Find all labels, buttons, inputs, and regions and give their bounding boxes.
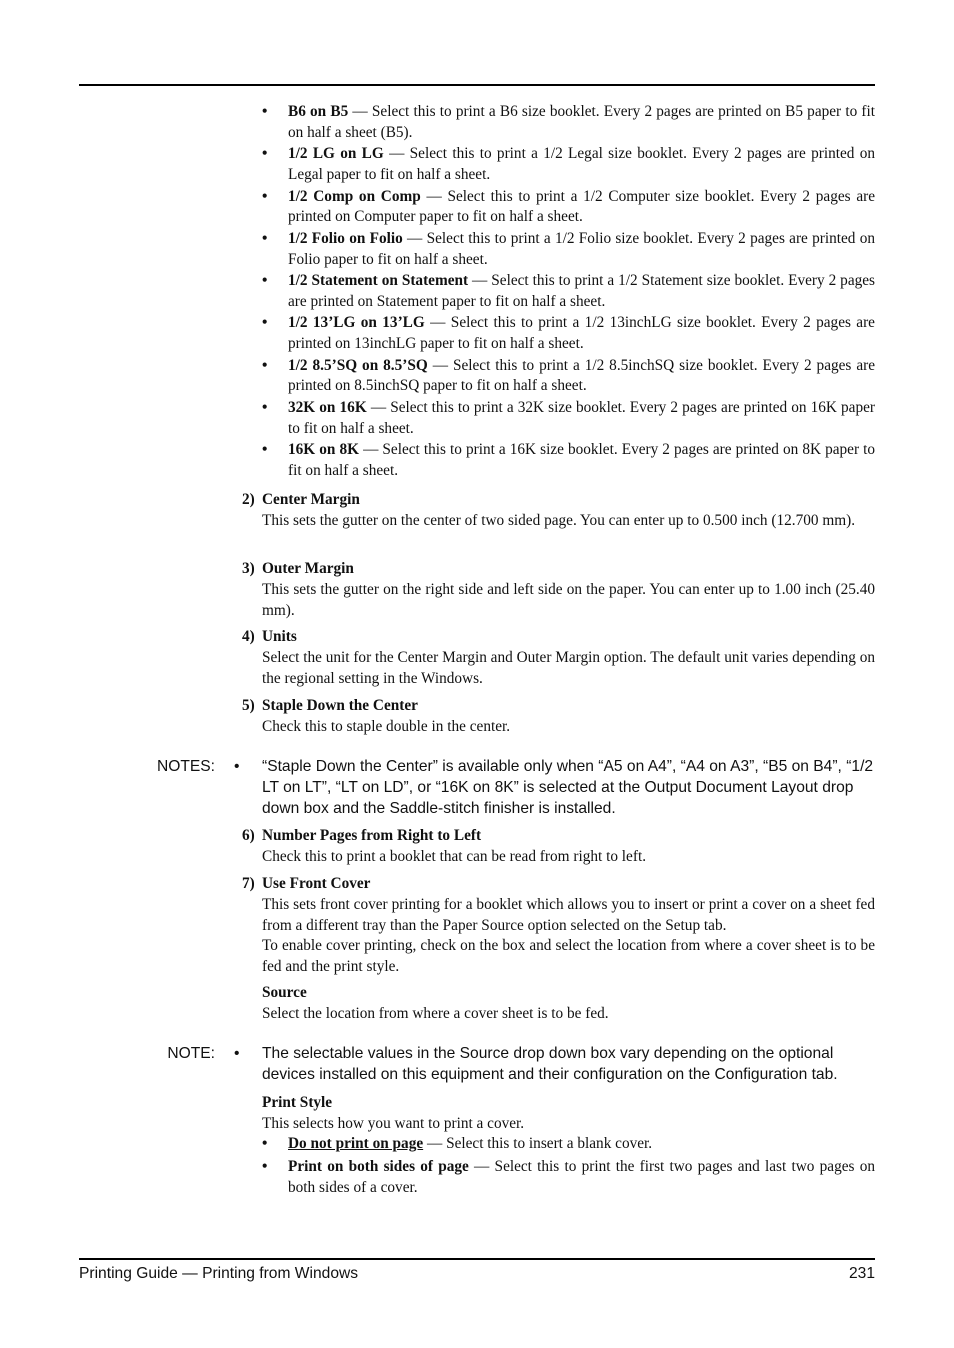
section-title: Units bbox=[262, 628, 297, 645]
section-outer-margin: 3) Outer Margin This sets the gutter on the right side and left side on the paper. You can enter up to 1.00 inch (25.40 mm). bbox=[242, 559, 875, 621]
subsection-body: This selects how you want to print a cover. bbox=[262, 1114, 525, 1132]
bullet: • bbox=[262, 398, 268, 416]
bullet: • bbox=[262, 356, 268, 374]
bullet: • bbox=[262, 1135, 268, 1152]
footer-rule bbox=[79, 1258, 875, 1260]
list-item: • 1/2 Comp on Comp — Select this to print a 1/2 Computer size booklet. Every 2 pages are printed on Computer paper to fit on half a sheet. bbox=[262, 187, 875, 226]
bullet: • bbox=[262, 272, 268, 290]
note-source bbox=[120, 1044, 875, 1086]
bullet: • bbox=[262, 314, 268, 332]
bullet: • bbox=[262, 441, 268, 459]
list-item: • Print on both sides of page — Select this to print the first two pages and last two pages on both sides of a cover. bbox=[262, 1157, 876, 1196]
section-body: Check this to print a booklet that can be read from right to left. bbox=[262, 847, 647, 865]
section-title: Outer Margin bbox=[262, 560, 354, 577]
print-style-list bbox=[262, 1134, 875, 1199]
subsection-title: Print Style bbox=[262, 1094, 333, 1111]
subsection-title: Source bbox=[262, 984, 307, 1001]
booklet-size-list bbox=[262, 102, 875, 483]
list-item: • 1/2 Folio on Folio — Select this to print a 1/2 Folio size booklet. Every 2 pages are printed on Folio paper to fit on half a sheet. bbox=[262, 229, 875, 268]
section-body: To enable cover printing, check on the box and select the location from where a cover sheet is to be fed and the print style. bbox=[262, 937, 875, 976]
section-body: Check this to staple double in the center. bbox=[262, 717, 511, 735]
subsection-source bbox=[262, 983, 875, 1025]
header-rule bbox=[79, 84, 875, 86]
section-body: This sets front cover printing for a booklet which allows you to insert or print a cover on a sheet fed from a different tray than the Paper Source option selected on the Setup tab. bbox=[262, 895, 875, 934]
note-staple bbox=[120, 757, 875, 819]
bullet: • bbox=[234, 1045, 240, 1062]
list-item: • 1/2 13’LG on 13’LG — Select this to print a 1/2 13inchLG size booklet. Every 2 pages are printed on 13inchLG paper to fit on half a sheet. bbox=[262, 314, 875, 353]
section-title: Use Front Cover bbox=[262, 875, 371, 892]
page-number: 231 bbox=[848, 1265, 875, 1282]
section-title: Center Margin bbox=[262, 491, 360, 508]
note-label: NOTE: bbox=[167, 1045, 215, 1062]
bullet: • bbox=[234, 758, 240, 775]
section-body: This sets the gutter on the center of two sided page. You can enter up to 0.500 inch (12.700 mm). bbox=[262, 511, 856, 529]
bullet: • bbox=[262, 229, 268, 247]
list-item: • 16K on 8K — Select this to print a 16K size booklet. Every 2 pages are printed on 8K paper to fit on half a sheet. bbox=[262, 441, 876, 480]
note-label: NOTES: bbox=[156, 758, 215, 775]
bullet: • bbox=[262, 187, 268, 205]
list-item: • 1/2 LG on LG — Select this to print a 1/2 Legal size booklet. Every 2 pages are printed on Legal paper to fit on half a sheet. bbox=[262, 145, 875, 184]
section-number-pages: 6) Number Pages from Right to Left Check this to print a booklet that can be read from right to left. bbox=[242, 826, 875, 868]
bullet: • bbox=[262, 103, 268, 120]
section-center-margin: 2) Center Margin This sets the gutter on the center of two sided page. You can enter up to 0.500 inch (12.700 mm). bbox=[242, 490, 875, 532]
section-front-cover: 7) Use Front Cover This sets front cover printing for a booklet which allows you to insert or print a cover on a sheet fed from a different tray than the Paper Source option selected on the Setup tab. To enable cover printing, check on the box and select the location from where a cover sheet is to be fed and the print style. bbox=[242, 874, 875, 978]
section-staple-down: 5) Staple Down the Center Check this to staple double in the center. bbox=[242, 696, 875, 738]
note-text: “Staple Down the Center” is available only when “A5 on A4”, “A4 on A3”, “B5 on B4”, “1/2 LT on LT”, “LT on LD”, or “16K on 8K” is selected at the Output Document Layout drop down box and the Saddle-stitch finisher is installed. bbox=[262, 758, 874, 817]
list-item: • Do not print on page — Select this to insert a blank cover. bbox=[262, 1134, 875, 1155]
section-body: This sets the gutter on the right side and left side on the paper. You can enter up to 1.00 inch (25.40 mm). bbox=[262, 580, 875, 619]
list-item: • B6 on B5 — Select this to print a B6 size booklet. Every 2 pages are printed on B5 paper to fit on half a sheet (B5). bbox=[262, 103, 876, 141]
note-text: The selectable values in the Source drop down box vary depending on the optional devices installed on this equipment and their configuration on the Configuration tab. bbox=[262, 1045, 838, 1083]
list-item: • 32K on 16K — Select this to print a 32K size booklet. Every 2 pages are printed on 16K paper to fit on half a sheet. bbox=[262, 398, 876, 437]
subsection-body: Select the location from where a cover sheet is to be fed. bbox=[262, 1004, 609, 1022]
bullet: • bbox=[262, 1157, 268, 1175]
bullet: • bbox=[262, 145, 268, 163]
footer-title: Printing Guide — Printing from Windows bbox=[79, 1265, 359, 1282]
section-title: Staple Down the Center bbox=[262, 697, 418, 714]
list-item: • 1/2 Statement on Statement — Select this to print a 1/2 Statement size booklet. Every 2 pages are printed on Statement paper to fit on half a sheet. bbox=[262, 272, 875, 310]
subsection-print-style bbox=[262, 1093, 875, 1135]
section-body: Select the unit for the Center Margin and Outer Margin option. The default unit varies depending on the regional setting in the Windows. bbox=[262, 648, 876, 687]
list-item: • 1/2 8.5’SQ on 8.5’SQ — Select this to print a 1/2 8.5inchSQ size booklet. Every 2 pages are printed on 8.5inchSQ paper to fit on half a sheet. bbox=[262, 356, 875, 395]
section-units: 4) Units Select the unit for the Center Margin and Outer Margin option. The default unit varies depending on the regional setting in the Windows. bbox=[242, 627, 875, 689]
section-title: Number Pages from Right to Left bbox=[262, 827, 482, 844]
